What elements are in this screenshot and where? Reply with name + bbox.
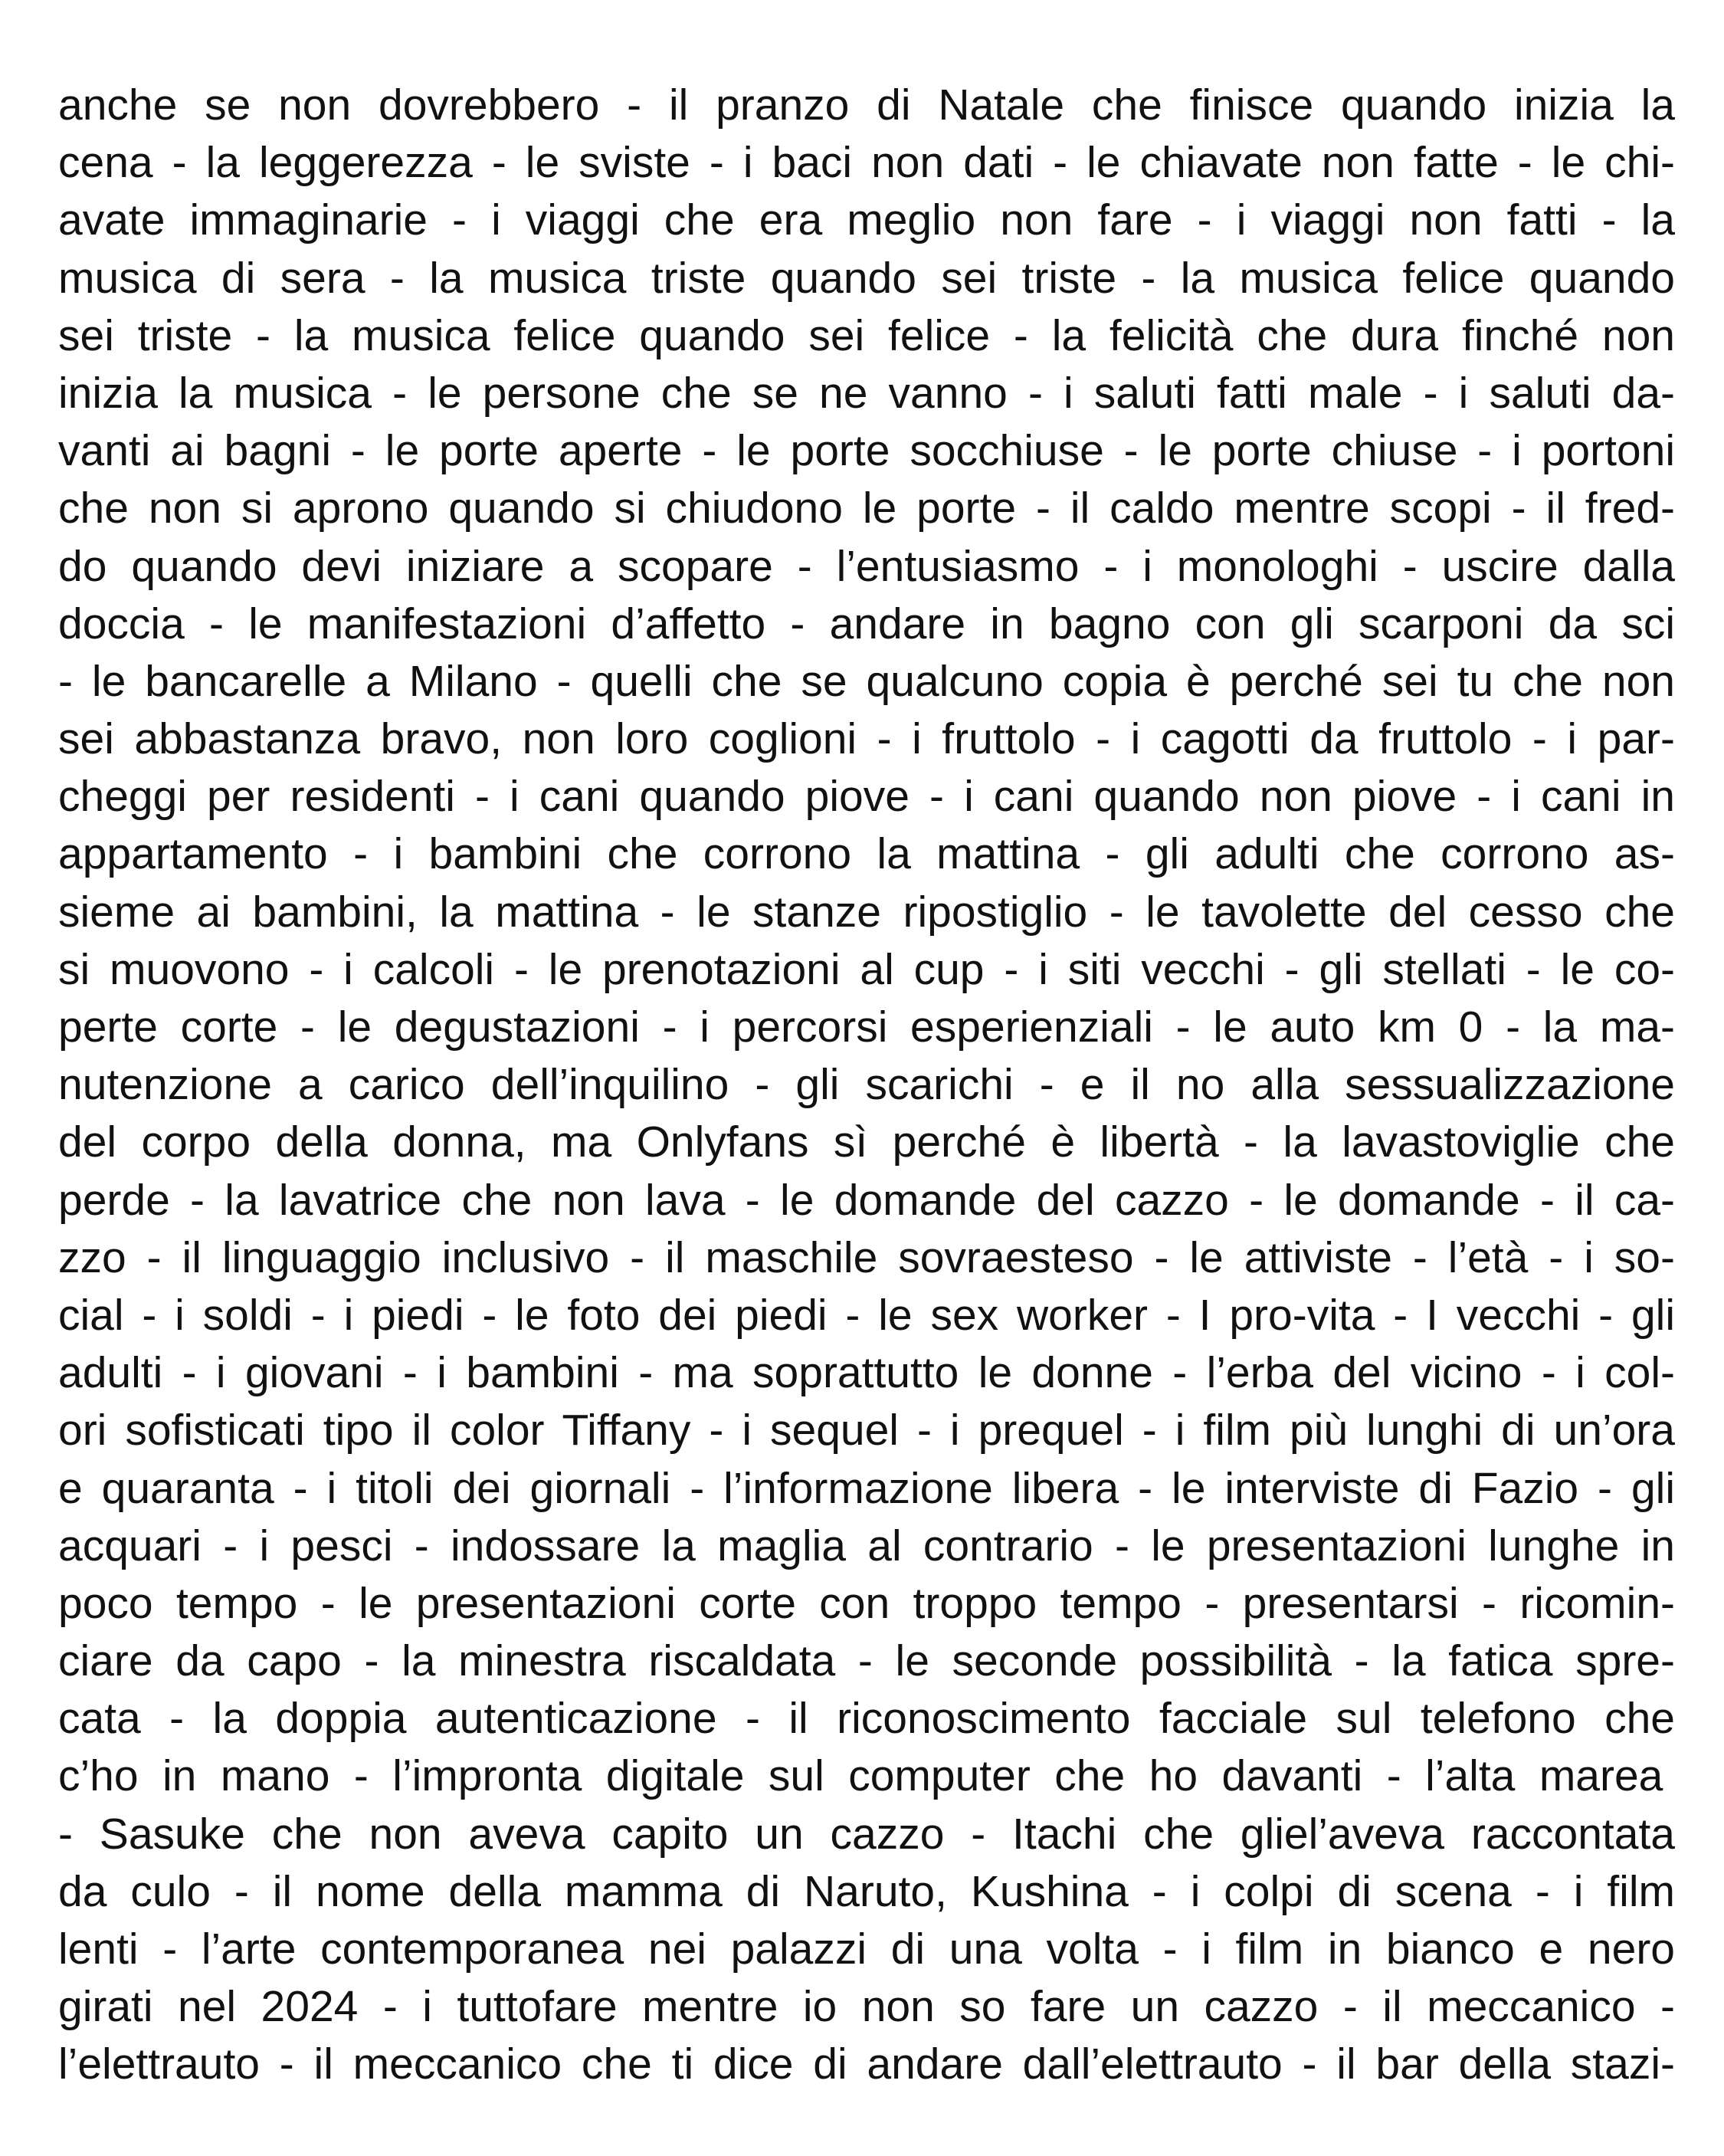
text-line: adulti - i giovani - i bambini - ma soprattutto le donne - l’erba del vicino - i col- xyxy=(58,1348,1675,1398)
text-line: perde - la lavatrice che non lava - le domande del cazzo - le domande - il ca- xyxy=(58,1175,1675,1225)
text-line: sei triste - la musica felice quando sei felice - la felicità che dura finché non xyxy=(58,310,1675,360)
text-line: avate immaginarie - i viaggi che era meglio non fare - i viaggi non fatti - la xyxy=(58,195,1675,245)
text-line: doccia - le manifestazioni d’affetto - andare in bagno con gli scarponi da sci xyxy=(58,599,1675,648)
text-line: zzo - il linguaggio inclusivo - il maschile sovraesteso - le attiviste - l’età - i so- xyxy=(58,1232,1675,1282)
text-line: e quaranta - i titoli dei giornali - l’informazione libera - le interviste di Fazio - gli xyxy=(58,1463,1675,1513)
text-line: musica di sera - la musica triste quando sei triste - la musica felice quando xyxy=(58,253,1675,303)
text-line: ciare da capo - la minestra riscaldata - le seconde possibilità - la fatica spre- xyxy=(58,1636,1675,1686)
text-line: - Sasuke che non aveva capito un cazzo - Itachi che gliel’aveva raccontata xyxy=(58,1809,1675,1859)
text-line: c’ho in mano - l’impronta digitale sul computer che ho davanti - l’alta marea xyxy=(58,1751,1663,1801)
text-line: do quando devi iniziare a scopare - l’entusiasmo - i monologhi - uscire dalla xyxy=(58,541,1675,591)
text-line: l’elettrauto - il meccanico che ti dice di andare dall’elettrauto - il bar della stazi- xyxy=(58,2040,1675,2089)
text-line: cheggi per residenti - i cani quando piove - i cani quando non piove - i cani in xyxy=(58,772,1675,822)
text-line: del corpo della donna, ma Onlyfans sì perché è libertà - la lavastoviglie che xyxy=(58,1117,1675,1167)
text-line: sei abbastanza bravo, non loro coglioni - i fruttolo - i cagotti da fruttolo - i par- xyxy=(58,714,1675,764)
text-line: si muovono - i calcoli - le prenotazioni al cup - i siti vecchi - gli stellati - le co- xyxy=(58,944,1675,994)
text-line: girati nel 2024 - i tuttofare mentre io non so fare un cazzo - il meccanico - xyxy=(58,1982,1675,2032)
text-line: che non si aprono quando si chiudono le porte - il caldo mentre scopi - il fred- xyxy=(58,484,1675,533)
text-line: cena - la leggerezza - le sviste - i baci non dati - le chiavate non fatte - le chi- xyxy=(58,138,1675,188)
body-text xyxy=(58,77,1675,2094)
text-line: anche se non dovrebbero - il pranzo di Natale che finisce quando inizia la xyxy=(58,80,1675,130)
text-line: perte corte - le degustazioni - i percorsi esperienziali - le auto km 0 - la ma- xyxy=(58,1003,1675,1052)
text-line: acquari - i pesci - indossare la maglia al contrario - le presentazioni lunghe in xyxy=(58,1521,1675,1570)
text-line: cata - la doppia autenticazione - il riconoscimento facciale sul telefono che xyxy=(58,1694,1675,1744)
text-line: sieme ai bambini, la mattina - le stanze ripostiglio - le tavolette del cesso che xyxy=(58,887,1675,937)
text-line: ori sofisticati tipo il color Tiffany - i sequel - i prequel - i film più lunghi di un’ora xyxy=(58,1406,1675,1455)
text-line: cial - i soldi - i piedi - le foto dei piedi - le sex worker - I pro-vita - I vecchi - gli xyxy=(58,1290,1675,1340)
text-line: vanti ai bagni - le porte aperte - le porte socchiuse - le porte chiuse - i portoni xyxy=(58,426,1675,476)
text-line: da culo - il nome della mamma di Naruto, Kushina - i colpi di scena - i film xyxy=(58,1866,1675,1916)
text-line: nutenzione a carico dell’inquilino - gli scarichi - e il no alla sessualizzazione xyxy=(58,1060,1675,1110)
text-line: - le bancarelle a Milano - quelli che se qualcuno copia è perché sei tu che non xyxy=(58,656,1675,706)
text-line: poco tempo - le presentazioni corte con troppo tempo - presentarsi - ricomin- xyxy=(58,1578,1675,1628)
text-line: inizia la musica - le persone che se ne vanno - i saluti fatti male - i saluti da- xyxy=(58,368,1675,418)
text-line: appartamento - i bambini che corrono la mattina - gli adulti che corrono as- xyxy=(58,829,1675,879)
text-line: lenti - l’arte contemporanea nei palazzi di una volta - i film in bianco e nero xyxy=(58,1925,1675,1974)
